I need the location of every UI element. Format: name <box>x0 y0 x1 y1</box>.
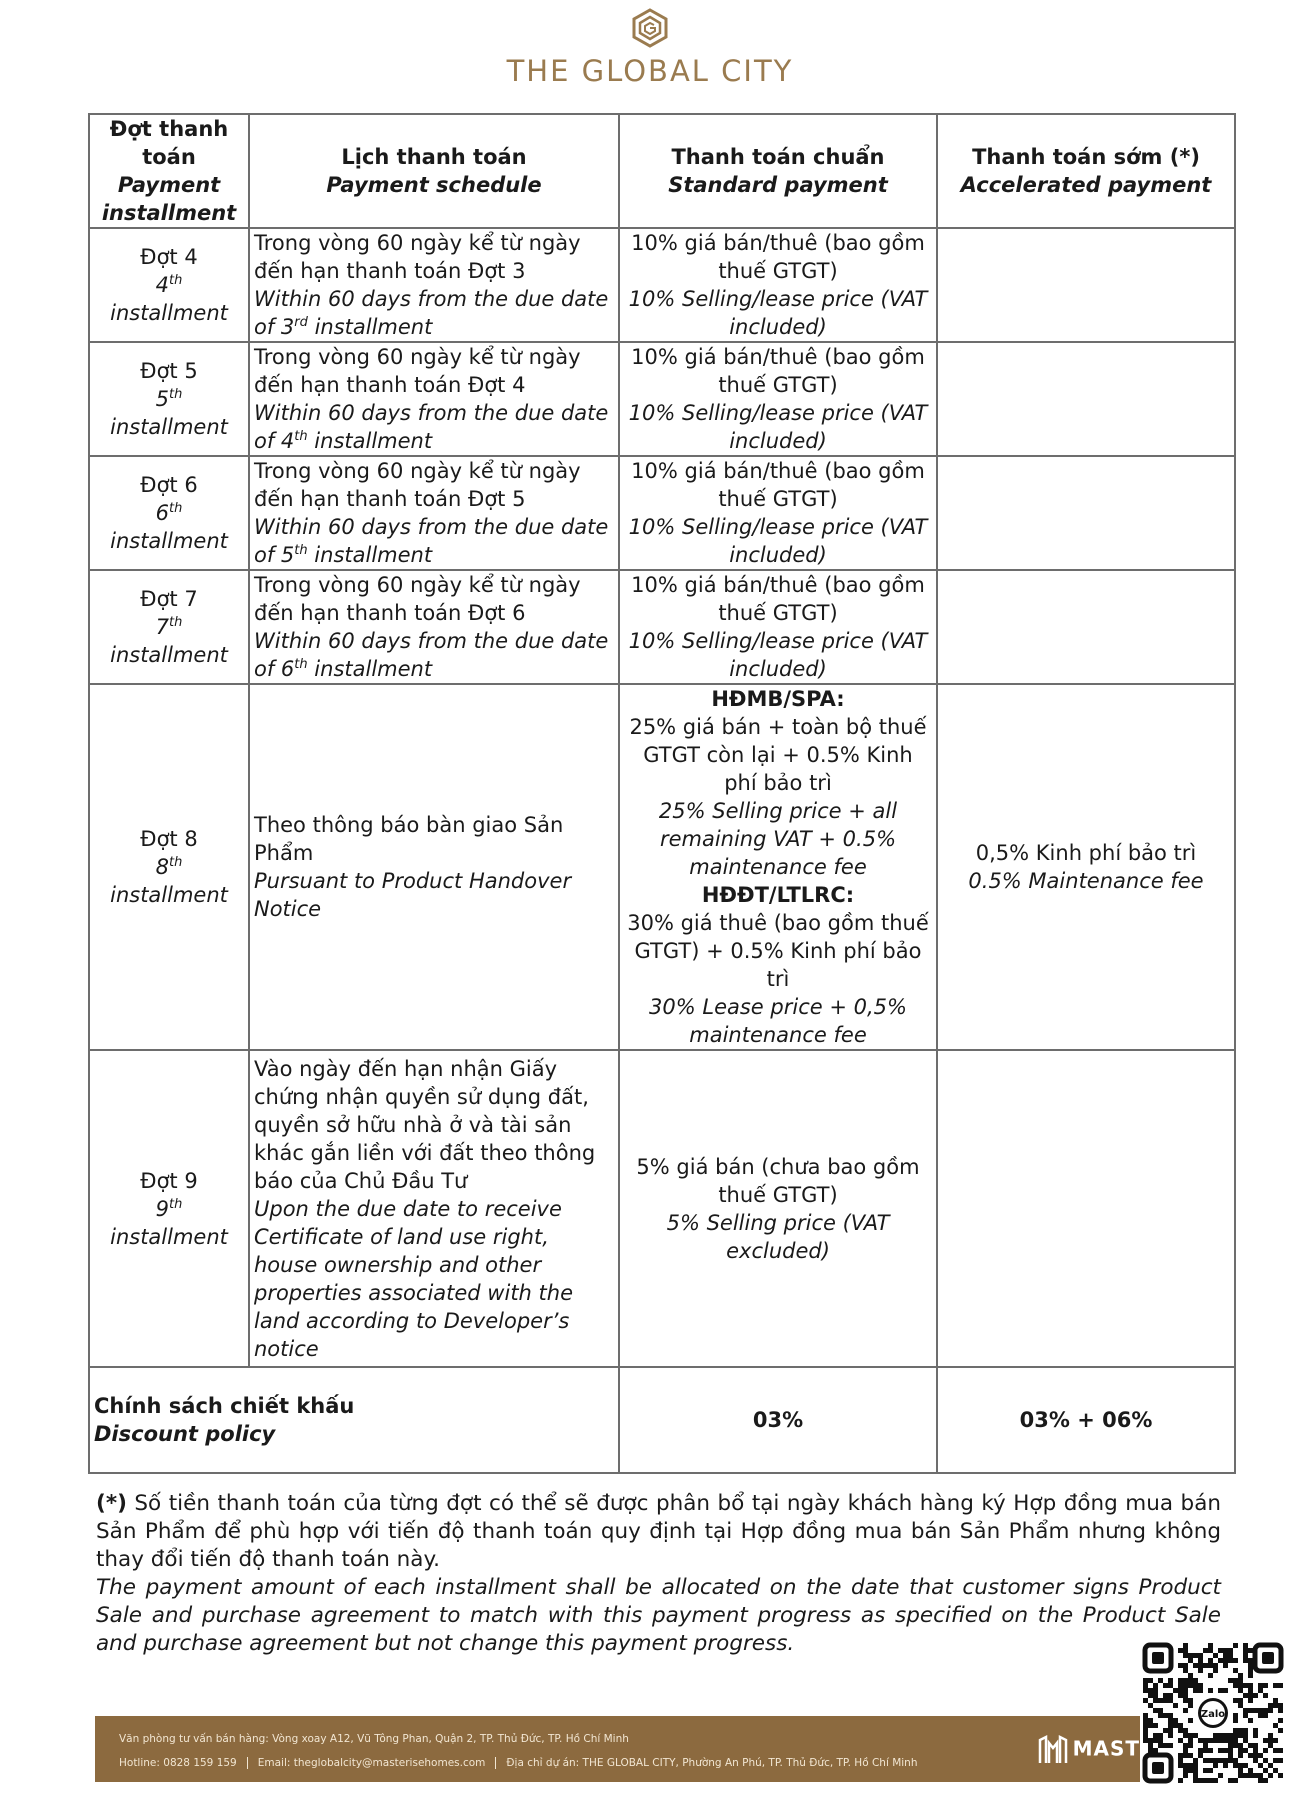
masterise-logo-icon <box>1037 1734 1069 1766</box>
standard-vi: 5% giá bán (chưa bao gồm thuế GTGT) <box>636 1154 920 1207</box>
installment-ordinal <box>94 853 244 881</box>
installment-vi: Đợt 7 <box>140 587 198 611</box>
installment-en: installment <box>110 1224 228 1249</box>
schedule-en-suffix: th <box>294 657 308 672</box>
schedule-en-text: Within 60 days from the due date of 4 <box>254 401 609 453</box>
discount-standard-value: 03% <box>752 1408 804 1432</box>
installment-ordinal <box>94 613 244 641</box>
installment-cell <box>89 1050 249 1367</box>
schedule-en-suffix: th <box>294 429 308 444</box>
header-accelerated-vi: Thanh toán sớm (*) <box>972 145 1200 169</box>
standard-vi: 10% giá bán/thuê (bao gồm thuế GTGT) <box>631 573 925 625</box>
accelerated-cell <box>937 228 1235 342</box>
installment-vi: Đợt 6 <box>140 473 198 497</box>
accelerated-cell <box>937 342 1235 456</box>
footer-contact-line <box>119 1757 928 1769</box>
schedule-en <box>254 513 614 569</box>
ordinal-suffix: th <box>169 387 183 402</box>
schedule-cell <box>249 342 619 456</box>
standard-vi: 10% giá bán/thuê (bao gồm thuế GTGT) <box>631 345 925 397</box>
schedule-vi: Trong vòng 60 ngày kể từ ngày đến hạn thanh toán Đợt 6 <box>254 573 581 625</box>
standard-cell <box>619 228 937 342</box>
standard-spa-vi: 25% giá bán + toàn bộ thuế GTGT còn lại + 0.5% Kinh phí bảo trì <box>629 715 927 795</box>
footnote-vi-text: Số tiền thanh toán của từng đợt có thể sẽ được phân bổ tại ngày khách hàng ký Hợp đồng mua bán Sản Phẩm để phù hợp với tiến độ thanh toán quy định tại Hợp đồng mua bán Sản Phẩm nhưng không thay đổi tiến độ thanh toán này. <box>96 1491 1221 1572</box>
payment-schedule-table <box>88 113 1236 1474</box>
masterise-brand <box>1037 1734 1140 1766</box>
discount-label-cell <box>89 1367 619 1473</box>
ordinal-number: 9 <box>155 1196 170 1221</box>
standard-spa-heading: HĐMB/SPA: <box>711 687 845 711</box>
accelerated-cell <box>937 684 1235 1050</box>
table-header-row <box>89 114 1235 228</box>
header-standard-vi: Thanh toán chuẩn <box>671 145 885 169</box>
ordinal-number: 7 <box>155 615 170 639</box>
accelerated-cell <box>937 1050 1235 1367</box>
standard-en: 10% Selling/lease price (VAT included) <box>628 515 928 567</box>
discount-accelerated <box>937 1367 1235 1473</box>
installment-vi: Đợt 8 <box>140 827 198 851</box>
schedule-en: Upon the due date to receive Certificate of land use right, house ownership and other properties associated with the land according to Developer’s notice <box>254 1196 573 1361</box>
ordinal-suffix: th <box>169 501 183 516</box>
schedule-en-tail: installment <box>307 657 433 681</box>
header-schedule-en: Payment schedule <box>326 173 542 197</box>
schedule-vi: Trong vòng 60 ngày kể từ ngày đến hạn thanh toán Đợt 5 <box>254 459 581 511</box>
standard-lease-vi: 30% giá thuê (bao gồm thuế GTGT) + 0.5% Kinh phí bảo trì <box>627 911 929 991</box>
header-schedule-vi: Lịch thanh toán <box>341 145 527 169</box>
discount-row <box>89 1367 1235 1473</box>
installment-ordinal <box>94 1195 244 1223</box>
table-row <box>89 228 1235 342</box>
header-installment <box>89 114 249 228</box>
footnote-mark: (*) <box>96 1491 127 1516</box>
schedule-en <box>254 399 614 455</box>
table-row <box>89 456 1235 570</box>
ordinal-suffix: th <box>169 1196 183 1212</box>
installment-vi: Đợt 5 <box>140 359 198 383</box>
ordinal-number: 8 <box>155 855 170 879</box>
qr-center-label: Zalo <box>1200 1709 1226 1720</box>
standard-lease-en: 30% Lease price + 0,5% maintenance fee <box>649 995 907 1047</box>
table-row <box>89 1050 1235 1367</box>
installment-en: installment <box>110 301 228 325</box>
installment-vi: Đợt 9 <box>140 1168 198 1193</box>
schedule-en-tail: installment <box>307 315 433 339</box>
schedule-en: Pursuant to Product Handover Notice <box>254 869 572 921</box>
installment-cell <box>89 570 249 684</box>
footer-office: Văn phòng tư vấn bán hàng: Vòng xoay A12, Vũ Tông Phan, Quận 2, TP. Thủ Đức, TP. Hồ Chí Minh <box>119 1733 629 1745</box>
standard-spa-en: 25% Selling price + all remaining VAT + 0.5% maintenance fee <box>658 799 898 879</box>
discount-accelerated-value: 03% + 06% <box>1019 1408 1153 1432</box>
standard-en: 10% Selling/lease price (VAT included) <box>628 401 928 453</box>
discount-label-en: Discount policy <box>94 1422 276 1446</box>
installment-cell <box>89 342 249 456</box>
table-row <box>89 684 1235 1050</box>
footer-divider <box>247 1757 248 1769</box>
global-city-logo-icon <box>630 8 670 48</box>
schedule-en <box>254 285 614 341</box>
ordinal-suffix: th <box>169 615 183 630</box>
ordinal-number: 6 <box>155 501 170 525</box>
installment-en: installment <box>110 529 228 553</box>
standard-vi: 10% giá bán/thuê (bao gồm thuế GTGT) <box>631 231 925 283</box>
footnote-en: The payment amount of each installment shall be allocated on the date that customer signs Product Sale and purchase agreement to match with this payment progress as specified on the Product Sale and purchase agreement but not change this payment progress. <box>96 1575 1221 1656</box>
schedule-en-text: Within 60 days from the due date of 6 <box>254 629 609 681</box>
schedule-cell <box>249 1050 619 1367</box>
schedule-en <box>254 627 614 683</box>
installment-ordinal <box>94 499 244 527</box>
ordinal-suffix: th <box>169 273 183 288</box>
installment-cell <box>89 684 249 1050</box>
standard-en: 10% Selling/lease price (VAT included) <box>628 287 928 339</box>
header-installment-en: Payment installment <box>101 173 237 225</box>
schedule-en-tail: installment <box>307 543 433 567</box>
footer-bar <box>95 1716 1140 1782</box>
standard-en: 5% Selling price (VAT excluded) <box>666 1210 890 1263</box>
schedule-cell <box>249 684 619 1050</box>
header-accelerated-en: Accelerated payment <box>960 173 1212 197</box>
installment-en: installment <box>110 415 228 439</box>
schedule-en-suffix: th <box>294 543 308 558</box>
ordinal-suffix: th <box>169 855 183 870</box>
footer-hotline: Hotline: 0828 159 159 <box>119 1757 237 1769</box>
standard-cell <box>619 570 937 684</box>
header-installment-vi: Đợt thanh toán <box>109 117 229 169</box>
standard-cell <box>619 456 937 570</box>
accelerated-vi: 0,5% Kinh phí bảo trì <box>975 841 1197 865</box>
footer-address: Địa chỉ dự án: THE GLOBAL CITY, Phường An Phú, TP. Thủ Đức, TP. Hồ Chí Minh <box>506 1757 918 1769</box>
ordinal-number: 4 <box>155 273 170 297</box>
header-schedule <box>249 114 619 228</box>
schedule-vi: Vào ngày đến hạn nhận Giấy chứng nhận quyền sử dụng đất, quyền sở hữu nhà ở và tài sản khác gắn liền với đất theo thông báo của Chủ Đầu Tư <box>254 1056 596 1193</box>
standard-cell <box>619 1050 937 1367</box>
logo <box>0 8 1300 88</box>
table-row <box>89 342 1235 456</box>
schedule-en-text: Within 60 days from the due date of 3 <box>254 287 609 339</box>
schedule-cell <box>249 228 619 342</box>
schedule-cell <box>249 570 619 684</box>
standard-lease-heading: HĐĐT/LTLRC: <box>701 883 855 907</box>
standard-vi: 10% giá bán/thuê (bao gồm thuế GTGT) <box>631 459 925 511</box>
schedule-vi: Theo thông báo bàn giao Sản Phẩm <box>254 813 564 865</box>
installment-ordinal <box>94 385 244 413</box>
standard-en: 10% Selling/lease price (VAT included) <box>628 629 928 681</box>
logo-title: THE GLOBAL CITY <box>506 54 794 88</box>
schedule-vi: Trong vòng 60 ngày kể từ ngày đến hạn thanh toán Đợt 4 <box>254 345 581 397</box>
accelerated-cell <box>937 456 1235 570</box>
header-accelerated <box>937 114 1235 228</box>
header-standard <box>619 114 937 228</box>
discount-label-vi: Chính sách chiết khấu <box>94 1394 355 1418</box>
footnote <box>96 1490 1221 1658</box>
accelerated-cell <box>937 570 1235 684</box>
installment-en: installment <box>110 883 228 907</box>
discount-standard <box>619 1367 937 1473</box>
header-standard-en: Standard payment <box>668 173 888 197</box>
table-row <box>89 570 1235 684</box>
schedule-en-tail: installment <box>307 429 433 453</box>
installment-cell <box>89 228 249 342</box>
footer-divider <box>495 1757 496 1769</box>
ordinal-number: 5 <box>155 387 170 411</box>
schedule-vi: Trong vòng 60 ngày kể từ ngày đến hạn thanh toán Đợt 3 <box>254 231 581 283</box>
installment-cell <box>89 456 249 570</box>
footnote-vi <box>96 1490 1221 1574</box>
schedule-cell <box>249 456 619 570</box>
schedule-en-suffix: rd <box>294 315 308 330</box>
footer-email: Email: theglobalcity@masterisehomes.com <box>257 1757 486 1769</box>
masterise-text: MAST <box>1072 1736 1140 1761</box>
qr-code <box>1140 1640 1286 1786</box>
installment-ordinal <box>94 271 244 299</box>
schedule-en-text: Within 60 days from the due date of 5 <box>254 515 609 567</box>
installment-vi: Đợt 4 <box>140 245 198 269</box>
standard-cell <box>619 342 937 456</box>
installment-en: installment <box>110 643 228 667</box>
accelerated-en: 0.5% Maintenance fee <box>968 869 1204 893</box>
standard-cell <box>619 684 937 1050</box>
qr-code-icon <box>1140 1640 1286 1786</box>
